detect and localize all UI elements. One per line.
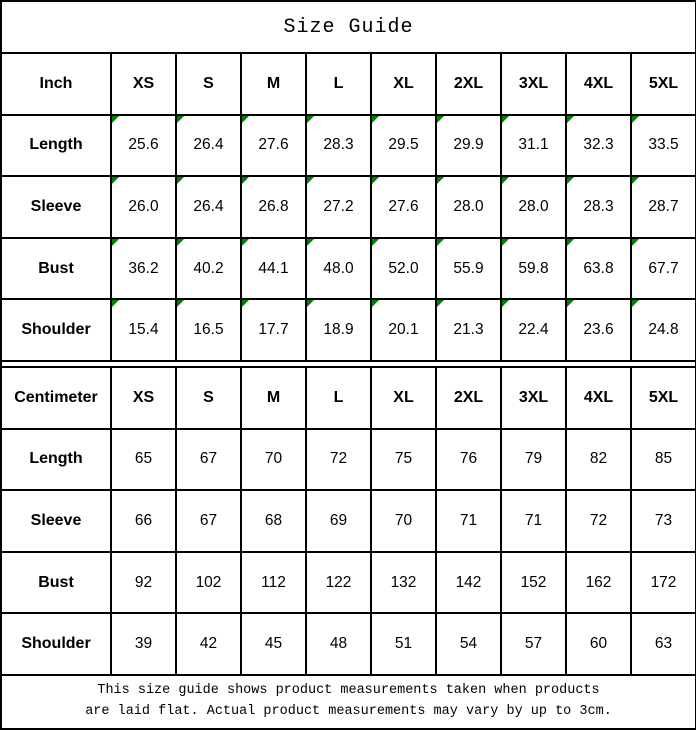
size-header-cell: 5XL — [631, 53, 696, 115]
measurement-row — [1, 115, 696, 177]
size-value-cell — [501, 115, 566, 177]
size-header-cell: L — [306, 53, 371, 115]
row-label-cell: Length — [1, 115, 111, 177]
green-corner-marker-icon — [502, 239, 509, 246]
green-corner-marker-icon — [372, 239, 379, 246]
green-corner-marker-icon — [372, 116, 379, 123]
size-value: 39 — [134, 635, 153, 653]
size-value-cell — [436, 299, 501, 361]
size-value-cell — [371, 552, 436, 614]
row-label-cell: Shoulder — [1, 299, 111, 361]
row-label-cell: Bust — [1, 238, 111, 300]
size-value: 122 — [325, 573, 352, 591]
unit-header-cell: Centimeter — [1, 367, 111, 429]
size-value-cell — [371, 299, 436, 361]
size-value-cell — [566, 238, 631, 300]
size-value-cell — [176, 429, 241, 491]
size-value-cell — [566, 176, 631, 238]
size-value: 28.3 — [583, 197, 614, 215]
size-value-cell — [371, 613, 436, 675]
size-value: 72 — [589, 511, 608, 529]
green-corner-marker-icon — [567, 239, 574, 246]
size-value: 52.0 — [388, 259, 419, 277]
green-corner-marker-icon — [112, 300, 119, 307]
size-value: 28.0 — [453, 197, 484, 215]
size-header-cell: M — [241, 367, 306, 429]
size-value-cell — [371, 176, 436, 238]
size-value-cell — [241, 552, 306, 614]
size-value-cell — [371, 115, 436, 177]
green-corner-marker-icon — [177, 239, 184, 246]
size-value: 28.7 — [648, 197, 679, 215]
size-value: 67 — [199, 511, 218, 529]
size-value: 25.6 — [128, 136, 159, 154]
size-value: 72 — [329, 450, 348, 468]
size-header-row-inch — [1, 53, 696, 115]
green-corner-marker-icon — [112, 177, 119, 184]
size-value-cell — [176, 115, 241, 177]
green-corner-marker-icon — [372, 177, 379, 184]
size-value: 75 — [394, 450, 413, 468]
green-corner-marker-icon — [372, 300, 379, 307]
size-value-cell — [436, 613, 501, 675]
size-value-cell — [241, 490, 306, 552]
size-value: 32.3 — [583, 136, 614, 154]
size-value: 26.4 — [193, 136, 224, 154]
size-header-cell: 4XL — [566, 53, 631, 115]
size-value: 27.6 — [258, 136, 289, 154]
size-value: 15.4 — [128, 321, 159, 339]
size-value: 66 — [134, 511, 153, 529]
size-value-cell — [111, 238, 176, 300]
size-value-cell — [501, 490, 566, 552]
size-value-cell — [436, 115, 501, 177]
size-value-cell — [436, 490, 501, 552]
size-value: 29.5 — [388, 136, 419, 154]
size-header-cell: 3XL — [501, 367, 566, 429]
size-value: 21.3 — [453, 321, 484, 339]
size-value: 24.8 — [648, 321, 679, 339]
size-value-cell — [631, 176, 696, 238]
size-value-cell — [501, 613, 566, 675]
size-value: 65 — [134, 450, 153, 468]
green-corner-marker-icon — [177, 300, 184, 307]
green-corner-marker-icon — [632, 239, 639, 246]
size-value: 54 — [459, 635, 478, 653]
size-value-cell — [176, 613, 241, 675]
green-corner-marker-icon — [502, 300, 509, 307]
size-value-cell — [111, 299, 176, 361]
size-value: 162 — [585, 573, 612, 591]
size-value: 92 — [134, 573, 153, 591]
size-value-cell — [176, 299, 241, 361]
size-value: 48.0 — [323, 259, 354, 277]
green-corner-marker-icon — [307, 177, 314, 184]
size-header-cell: 5XL — [631, 367, 696, 429]
size-value: 23.6 — [583, 321, 614, 339]
size-header-cell: XS — [111, 53, 176, 115]
green-corner-marker-icon — [632, 300, 639, 307]
size-value-cell — [111, 613, 176, 675]
size-value-cell — [111, 176, 176, 238]
size-value-cell — [566, 115, 631, 177]
size-value-cell — [306, 238, 371, 300]
size-value: 36.2 — [128, 259, 159, 277]
size-header-row-centimeter — [1, 367, 696, 429]
size-value-cell — [306, 552, 371, 614]
size-value: 29.9 — [453, 136, 484, 154]
size-value: 31.1 — [518, 136, 549, 154]
size-value: 17.7 — [258, 321, 289, 339]
size-value-cell — [631, 429, 696, 491]
size-value: 55.9 — [453, 259, 484, 277]
size-value-cell — [371, 429, 436, 491]
size-header-cell: L — [306, 367, 371, 429]
size-value: 71 — [524, 511, 543, 529]
size-value: 26.4 — [193, 197, 224, 215]
size-value-cell — [631, 490, 696, 552]
size-value-cell — [566, 490, 631, 552]
measurement-row — [1, 490, 696, 552]
size-value-cell — [241, 115, 306, 177]
unit-header-cell: Inch — [1, 53, 111, 115]
size-value: 76 — [459, 450, 478, 468]
size-value-cell — [111, 115, 176, 177]
size-value: 33.5 — [648, 136, 679, 154]
size-value-cell — [436, 429, 501, 491]
green-corner-marker-icon — [437, 300, 444, 307]
size-header-cell: M — [241, 53, 306, 115]
green-corner-marker-icon — [502, 177, 509, 184]
size-value-cell — [501, 299, 566, 361]
size-value-cell — [176, 176, 241, 238]
size-value: 67.7 — [648, 259, 679, 277]
footer-row — [1, 675, 696, 729]
size-value-cell — [371, 238, 436, 300]
size-value: 142 — [455, 573, 482, 591]
measurement-row — [1, 429, 696, 491]
size-value: 67 — [199, 450, 218, 468]
size-value: 60 — [589, 635, 608, 653]
size-value-cell — [306, 490, 371, 552]
size-value-cell — [501, 176, 566, 238]
measurement-row — [1, 552, 696, 614]
size-value: 42 — [199, 635, 218, 653]
green-corner-marker-icon — [567, 177, 574, 184]
size-value-cell — [176, 490, 241, 552]
size-value: 112 — [261, 573, 286, 591]
green-corner-marker-icon — [177, 177, 184, 184]
size-header-cell: XL — [371, 367, 436, 429]
size-value-cell — [566, 299, 631, 361]
size-header-cell: 2XL — [436, 53, 501, 115]
measurement-row — [1, 238, 696, 300]
size-value: 68 — [264, 511, 283, 529]
size-value: 20.1 — [388, 321, 419, 339]
title-row — [1, 1, 696, 53]
row-label-cell: Shoulder — [1, 613, 111, 675]
green-corner-marker-icon — [437, 116, 444, 123]
size-value: 28.3 — [323, 136, 354, 154]
size-value-cell — [111, 552, 176, 614]
size-value: 48 — [329, 635, 348, 653]
size-value: 85 — [654, 450, 673, 468]
size-header-cell: S — [176, 367, 241, 429]
size-value-cell — [371, 490, 436, 552]
size-value-cell — [436, 552, 501, 614]
size-header-cell: 4XL — [566, 367, 631, 429]
size-value-cell — [501, 429, 566, 491]
size-value: 16.5 — [193, 321, 224, 339]
size-value: 132 — [390, 573, 417, 591]
footer-note-line2: are laid flat. Actual product measurements may vary by up to 3cm. — [85, 704, 612, 719]
size-value-cell — [566, 613, 631, 675]
green-corner-marker-icon — [242, 239, 249, 246]
row-label-cell: Bust — [1, 552, 111, 614]
size-value: 44.1 — [258, 259, 289, 277]
size-value-cell — [436, 238, 501, 300]
size-value: 45 — [264, 635, 283, 653]
size-value: 70 — [394, 511, 413, 529]
size-value-cell — [631, 613, 696, 675]
size-value: 71 — [459, 511, 478, 529]
size-value-cell — [241, 238, 306, 300]
measurement-row — [1, 299, 696, 361]
green-corner-marker-icon — [632, 116, 639, 123]
measurement-row — [1, 613, 696, 675]
green-corner-marker-icon — [177, 116, 184, 123]
size-value-cell — [306, 429, 371, 491]
size-value: 73 — [654, 511, 673, 529]
size-header-cell: XL — [371, 53, 436, 115]
size-value-cell — [631, 115, 696, 177]
size-value: 22.4 — [518, 321, 549, 339]
footer-note — [1, 675, 696, 729]
measurement-row — [1, 176, 696, 238]
green-corner-marker-icon — [112, 239, 119, 246]
size-value-cell — [241, 429, 306, 491]
size-value: 18.9 — [323, 321, 354, 339]
row-label-cell: Sleeve — [1, 490, 111, 552]
size-value-cell — [501, 552, 566, 614]
size-value: 27.6 — [388, 197, 419, 215]
size-value: 70 — [264, 450, 283, 468]
green-corner-marker-icon — [567, 300, 574, 307]
size-value: 79 — [524, 450, 543, 468]
page-title: Size Guide — [1, 1, 696, 53]
size-value: 57 — [524, 635, 543, 653]
size-value-cell — [501, 238, 566, 300]
green-corner-marker-icon — [437, 239, 444, 246]
size-value: 27.2 — [323, 197, 354, 215]
green-corner-marker-icon — [242, 177, 249, 184]
size-value-cell — [111, 429, 176, 491]
size-header-cell: 2XL — [436, 367, 501, 429]
green-corner-marker-icon — [242, 116, 249, 123]
size-header-cell: XS — [111, 367, 176, 429]
size-header-cell: 3XL — [501, 53, 566, 115]
size-value-cell — [436, 176, 501, 238]
size-value-cell — [566, 429, 631, 491]
row-label-cell: Length — [1, 429, 111, 491]
green-corner-marker-icon — [307, 116, 314, 123]
size-value: 51 — [394, 635, 413, 653]
green-corner-marker-icon — [307, 300, 314, 307]
green-corner-marker-icon — [632, 177, 639, 184]
size-header-cell: S — [176, 53, 241, 115]
size-value-cell — [176, 552, 241, 614]
size-value: 28.0 — [518, 197, 549, 215]
size-value-cell — [111, 490, 176, 552]
size-value: 26.8 — [258, 197, 289, 215]
size-value: 152 — [520, 573, 547, 591]
size-value: 63 — [654, 635, 673, 653]
size-value: 40.2 — [193, 259, 224, 277]
green-corner-marker-icon — [242, 300, 249, 307]
size-value: 172 — [650, 573, 677, 591]
size-value-cell — [241, 613, 306, 675]
size-value-cell — [176, 238, 241, 300]
size-value-cell — [631, 238, 696, 300]
size-value-cell — [306, 115, 371, 177]
size-value: 59.8 — [518, 259, 549, 277]
size-value: 26.0 — [128, 197, 159, 215]
size-value: 82 — [589, 450, 608, 468]
size-value-cell — [241, 176, 306, 238]
green-corner-marker-icon — [502, 116, 509, 123]
size-value-cell — [306, 299, 371, 361]
size-value: 63.8 — [583, 259, 614, 277]
row-label-cell: Sleeve — [1, 176, 111, 238]
green-corner-marker-icon — [307, 239, 314, 246]
size-value-cell — [306, 176, 371, 238]
green-corner-marker-icon — [437, 177, 444, 184]
green-corner-marker-icon — [112, 116, 119, 123]
size-value-cell — [631, 552, 696, 614]
green-corner-marker-icon — [567, 116, 574, 123]
size-value-cell — [306, 613, 371, 675]
size-value: 69 — [329, 511, 348, 529]
footer-note-line1: This size guide shows product measurements taken when products — [97, 683, 600, 699]
size-value: 102 — [195, 573, 222, 591]
size-value-cell — [566, 552, 631, 614]
size-value-cell — [631, 299, 696, 361]
size-value-cell — [241, 299, 306, 361]
